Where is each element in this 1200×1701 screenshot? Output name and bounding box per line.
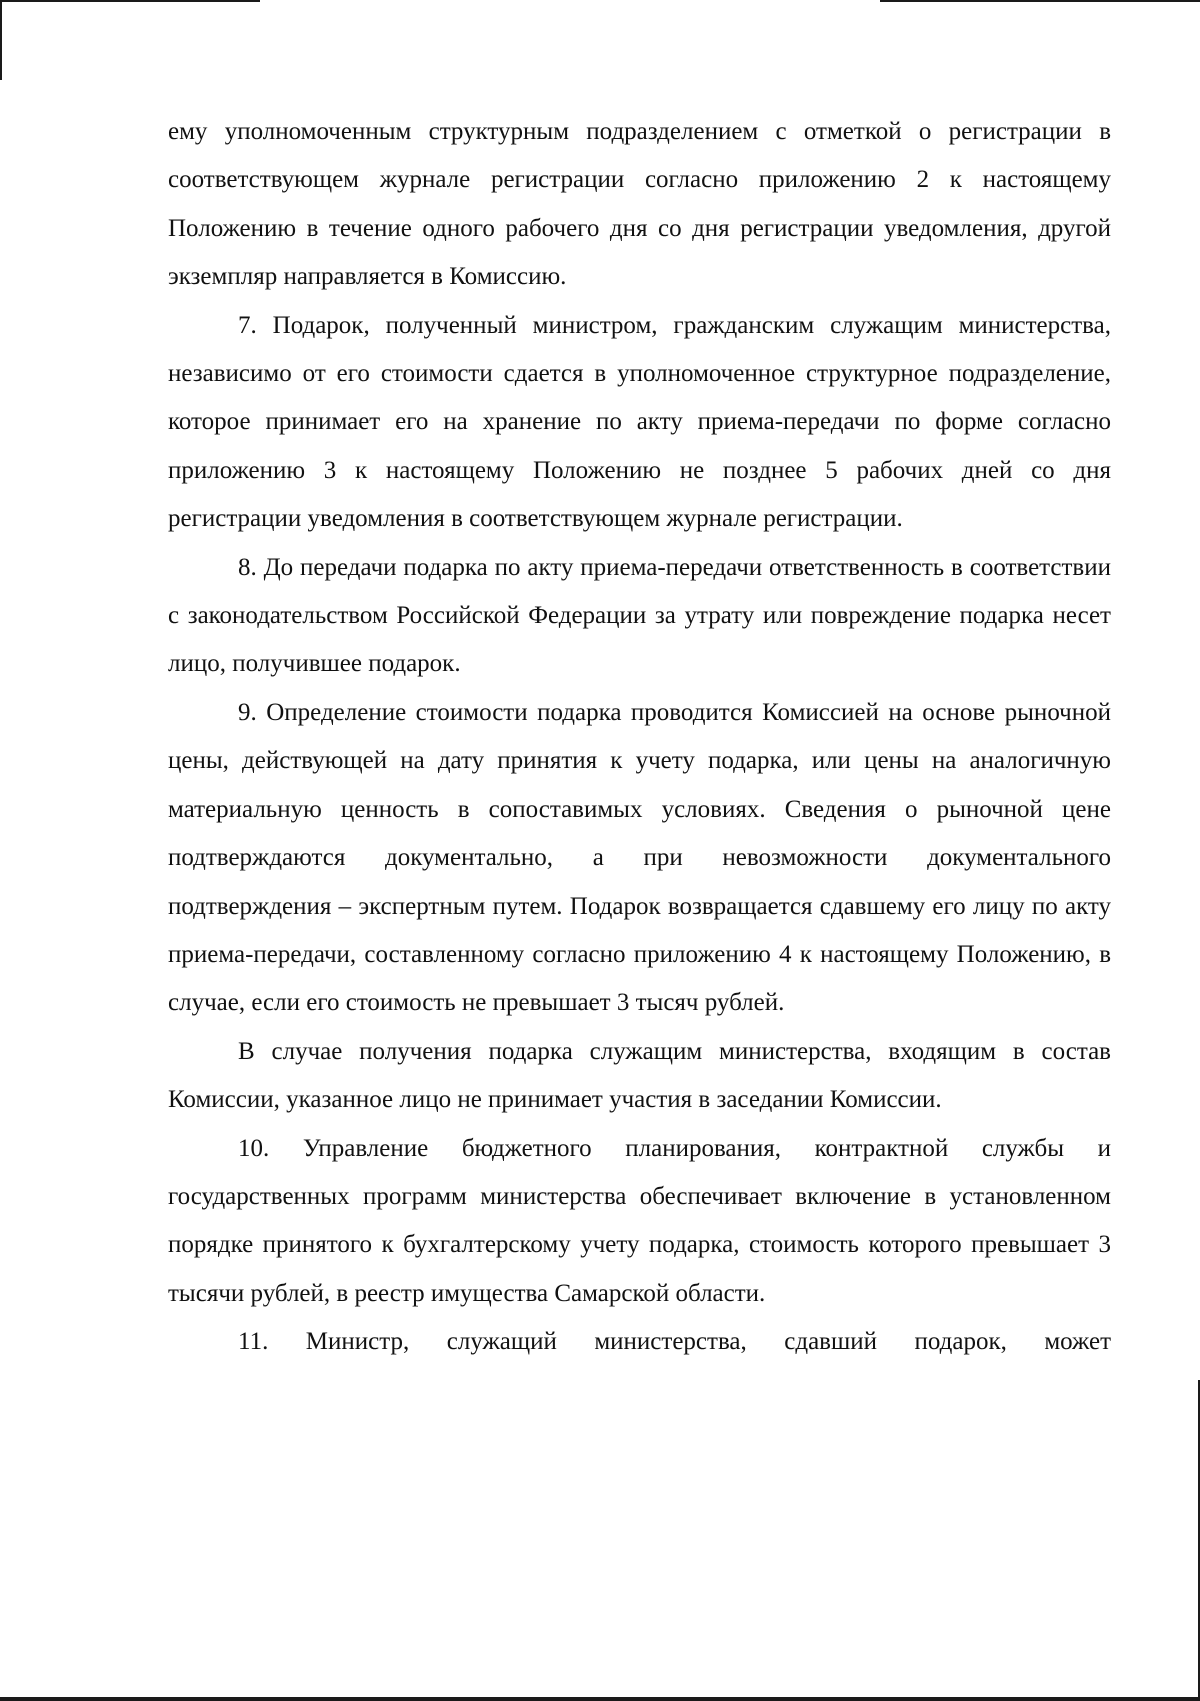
paragraph-9-commission: В случае получения подарка служащим министерства, входящим в состав Комиссии, указанное лицо не принимает участия в заседании Комиссии. [168, 1037, 1111, 1114]
paragraph-9: 9. Определение стоимости подарка проводится Комиссией на основе рыночной цены, действующей на дату принятия к учету подарка, или цены на аналогичную материальную ценность в сопоставимых условиях. Сведения о рыночной цене подтверждаются документально, а при невозможности документального подтверждения – экспертным путем. Подарок возвращается сдавшему его лицу по акту приема-передачи, составленному согласно приложению 4 к настоящему Положению, в случае, если его стоимость не превышает 3 тысяч рублей. [168, 698, 1111, 1017]
paragraph-7: 7. Подарок, полученный министром, гражданским служащим министерства, независимо от его стоимости сдается в уполномоченное структурное подразделение, которое принимает его на хранение по акту приема-передачи по форме согласно приложению 3 к настоящему Положению не позднее 5 рабочих дней со дня регистрации уведомления в соответствующем журнале регистрации. [168, 311, 1111, 533]
scan-edge-bottom [0, 1697, 1200, 1701]
paragraph-8: 8. До передачи подарка по акту приема-передачи ответственность в соответствии с законодательством Российской Федерации за утрату или повреждение подарка несет лицо, получившее подарок. [168, 553, 1111, 678]
paragraph-11: 11. Министр, служащий министерства, сдавший подарок, может [238, 1328, 1111, 1356]
paragraph-10: 10. Управление бюджетного планирования, контрактной службы и государственных программ министерства обеспечивает включение в установленном порядке принятого к бухгалтерскому учету подарка, стоимость которого превышает 3 тысячи рублей, в реестр имущества Самарской области. [168, 1134, 1111, 1307]
paragraph-continuation: ему уполномоченным структурным подразделением с отметкой о регистрации в соответствующем журнале регистрации согласно приложению 2 к настоящему Положению в течение одного рабочего дня со дня регистрации уведомления, другой экземпляр направляется в Комиссию. [168, 118, 1111, 291]
scan-edge-top-gap [260, 0, 880, 2]
document-body [168, 108, 1111, 1367]
scan-edge-left [0, 0, 2, 80]
